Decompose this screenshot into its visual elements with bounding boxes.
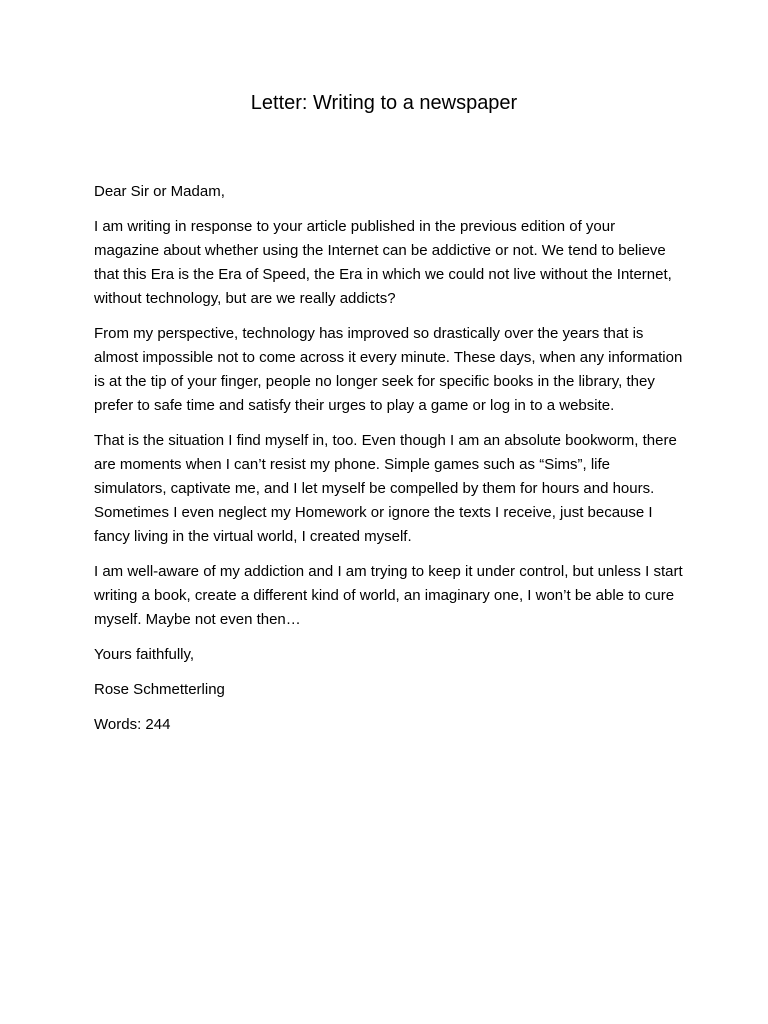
paragraph-1: I am writing in response to your article published in the previous edition of your magazine about whether using the Internet can be addictive or not. We tend to believe that this Era is the Era of Speed, the Era in which we could not live without the Internet, without technology, but are we really addicts? <box>94 218 672 307</box>
document-title: Letter: Writing to a newspaper <box>250 92 518 114</box>
word-count: Words: 244 <box>94 716 171 733</box>
letter-body <box>94 180 684 748</box>
signature: Rose Schmetterling <box>94 681 225 698</box>
closing: Yours faithfully, <box>94 646 195 663</box>
salutation: Dear Sir or Madam, <box>94 183 225 200</box>
paragraph-4: I am well-aware of my addiction and I am trying to keep it under control, but unless I start writing a book, create a different kind of world, an imaginary one, I won’t be able to cure myself. Maybe not even then… <box>94 563 683 628</box>
paragraph-2: From my perspective, technology has improved so drastically over the years that is almost impossible not to come across it every minute. These days, when any information is at the tip of your finger, people no longer seek for specific books in the library, they prefer to safe time and satisfy their urges to play a game or log in to a website. <box>94 325 683 414</box>
paragraph-3: That is the situation I find myself in, too. Even though I am an absolute bookworm, there are moments when I can’t resist my phone. Simple games such as “Sims”, life simulators, captivate me, and I let myself be compelled by them for hours and hours. Sometimes I even neglect my Homework or ignore the texts I receive, just because I fancy living in the virtual world, I created myself. <box>94 432 677 545</box>
